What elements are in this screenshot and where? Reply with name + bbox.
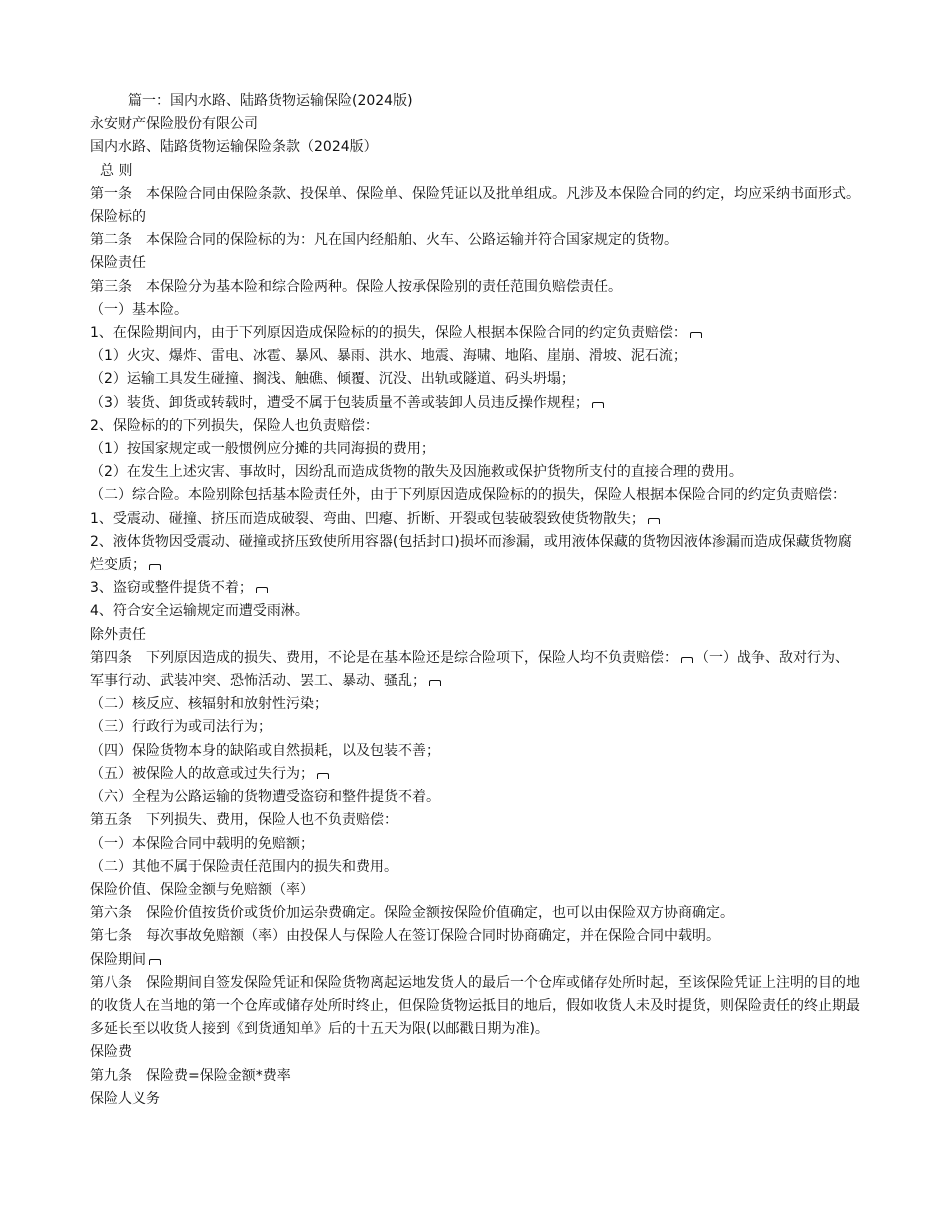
comprehensive-insurance-title: （二）综合险。本险别除包括基本险责任外，由于下列原因造成保险标的的损失，保险人根据本保险合同的约定负责赔偿： [90, 487, 846, 504]
comprehensive-item-1-text: 1、受震动、碰撞、挤压而造成破裂、弯曲、凹瘪、折断、开裂或包装破裂致使货物散失； [90, 510, 645, 527]
paragraph-mark-icon [429, 680, 441, 686]
section-heading-liability: 保险责任 [90, 255, 146, 272]
paragraph-mark-icon [317, 773, 329, 779]
basic-insurance-title: （一）基本险。 [90, 301, 188, 318]
basic-item-1-3-text: （3）装货、卸货或转载时，遭受不属于包装质量不善或装卸人员违反操作规程； [90, 394, 589, 411]
comprehensive-item-2-text: 2、液体货物因受震动、碰撞或挤压致使所用容器(包括封口)损坏而渗漏，或用液体保藏的货物因液体渗漏而造成保藏货物腐烂变质； [90, 533, 852, 574]
paragraph-mark-icon [256, 587, 268, 593]
article-6: 第六条 保险价值按货价或货价加运杂费确定。保险金额按保险价值确定，也可以由保险双方协商确定。 [90, 905, 734, 922]
article-4-item-1: （一）战争、敌对行为、军事行动、武装冲突、恐怖活动、罢工、暴动、骚乱； [90, 649, 849, 690]
section-heading-subject: 保险标的 [90, 209, 146, 226]
section-heading-period [90, 949, 860, 972]
comprehensive-item-2 [90, 531, 860, 577]
article-8: 第八条 保险期间自签发保险凭证和保险货物离起运地发货人的最后一个仓库或储存处所时起，至该保险凭证上注明的目的地的收货人在当地的第一个仓库或储存处所时终止，但保险货物运抵目的地后，假如收货人未及时提货，则保险责任的终止期最多延长至以收货人接到《到货通知单》后的十五天为限(以邮戳日期为准)。 [90, 974, 860, 1038]
basic-item-1-2: （2）运输工具发生碰撞、搁浅、触礁、倾覆、沉没、出轨或隧道、码头坍塌； [90, 371, 575, 388]
paragraph-mark-icon [648, 518, 660, 524]
paragraph-mark-icon [690, 332, 702, 338]
paragraph-mark-icon [149, 564, 161, 570]
paragraph-mark-icon [681, 657, 693, 663]
section-heading-premium: 保险费 [90, 1044, 132, 1061]
paragraph-mark-icon [149, 959, 161, 965]
comprehensive-item-4: 4、符合安全运输规定而遭受雨淋。 [90, 603, 309, 620]
comprehensive-item-3 [90, 577, 860, 600]
article-2: 第二条 本保险合同的保险标的为：凡在国内经船舶、火车、公路运输并符合国家规定的货物。 [90, 232, 678, 249]
basic-item-1-3 [90, 392, 860, 415]
document-title: 篇一：国内水路、陆路货物运输保险(2024版) [128, 93, 413, 109]
article-4-text: 第四条 下列原因造成的损失、费用，不论是在基本险还是综合险项下，保险人均不负责赔偿： [90, 649, 678, 666]
document-page [90, 90, 860, 1111]
basic-item-1-text: 1、在保险期间内，由于下列原因造成保险标的的损失，保险人根据本保险合同的约定负责赔偿： [90, 325, 687, 342]
article-4-item-6: （六）全程为公路运输的货物遭受盗窃和整件提货不着。 [90, 789, 440, 806]
paragraph-mark-icon [592, 402, 604, 408]
section-heading-period-text: 保险期间 [90, 951, 146, 968]
article-4-item-3: （三）行政行为或司法行为； [90, 719, 272, 736]
article-4-item-2: （二）核反应、核辐射和放射性污染； [90, 696, 328, 713]
basic-item-1-1: （1）火灾、爆炸、雷电、冰雹、暴风、暴雨、洪水、地震、海啸、地陷、崖崩、滑坡、泥石流； [90, 348, 687, 365]
article-5-item-1: （一）本保险合同中载明的免赔额； [90, 835, 314, 852]
article-4-item-4: （四）保险货物本身的缺陷或自然损耗，以及包装不善； [90, 742, 440, 759]
basic-item-2-1: （1）按国家规定或一般惯例应分摊的共同海损的费用； [90, 441, 435, 458]
article-1: 第一条 本保险合同由保险条款、投保单、保险单、保险凭证以及批单组成。凡涉及本保险合同的约定，均应采纳书面形式。 [90, 185, 860, 202]
clause-title: 国内水路、陆路货物运输保险条款（2024版） [90, 139, 378, 156]
comprehensive-item-3-text: 3、盗窃或整件提货不着； [90, 580, 253, 597]
article-7: 第七条 每次事故免赔额（率）由投保人与保险人在签订保险合同时协商确定，并在保险合同中载明。 [90, 928, 720, 945]
company-name: 永安财产保险股份有限公司 [90, 116, 258, 133]
basic-item-2-2: （2）在发生上述灾害、事故时，因纷乱而造成货物的散失及因施救或保护货物所支付的直接合理的费用。 [90, 464, 743, 481]
basic-item-2: 2、保险标的的下列损失，保险人也负责赔偿： [90, 417, 379, 434]
basic-item-1 [90, 322, 860, 345]
article-4-item-5-text: （五）被保险人的故意或过失行为； [90, 765, 314, 782]
section-heading-value: 保险价值、保险金额与免赔额（率） [90, 881, 314, 898]
article-3: 第三条 本保险分为基本险和综合险两种。保险人按承保险别的责任范围负赔偿责任。 [90, 278, 622, 295]
article-9: 第九条 保险费=保险金额*费率 [90, 1067, 291, 1084]
article-5: 第五条 下列损失、费用，保险人也不负责赔偿： [90, 812, 398, 829]
section-heading-exclusion: 除外责任 [90, 626, 146, 643]
article-4 [90, 647, 860, 693]
article-5-item-2: （二）其他不属于保险责任范围内的损失和费用。 [90, 858, 398, 875]
section-heading-insurer-duty: 保险人义务 [90, 1090, 160, 1107]
section-heading-general: 总 则 [100, 162, 133, 179]
comprehensive-item-1 [90, 508, 860, 531]
article-4-item-5 [90, 763, 860, 786]
